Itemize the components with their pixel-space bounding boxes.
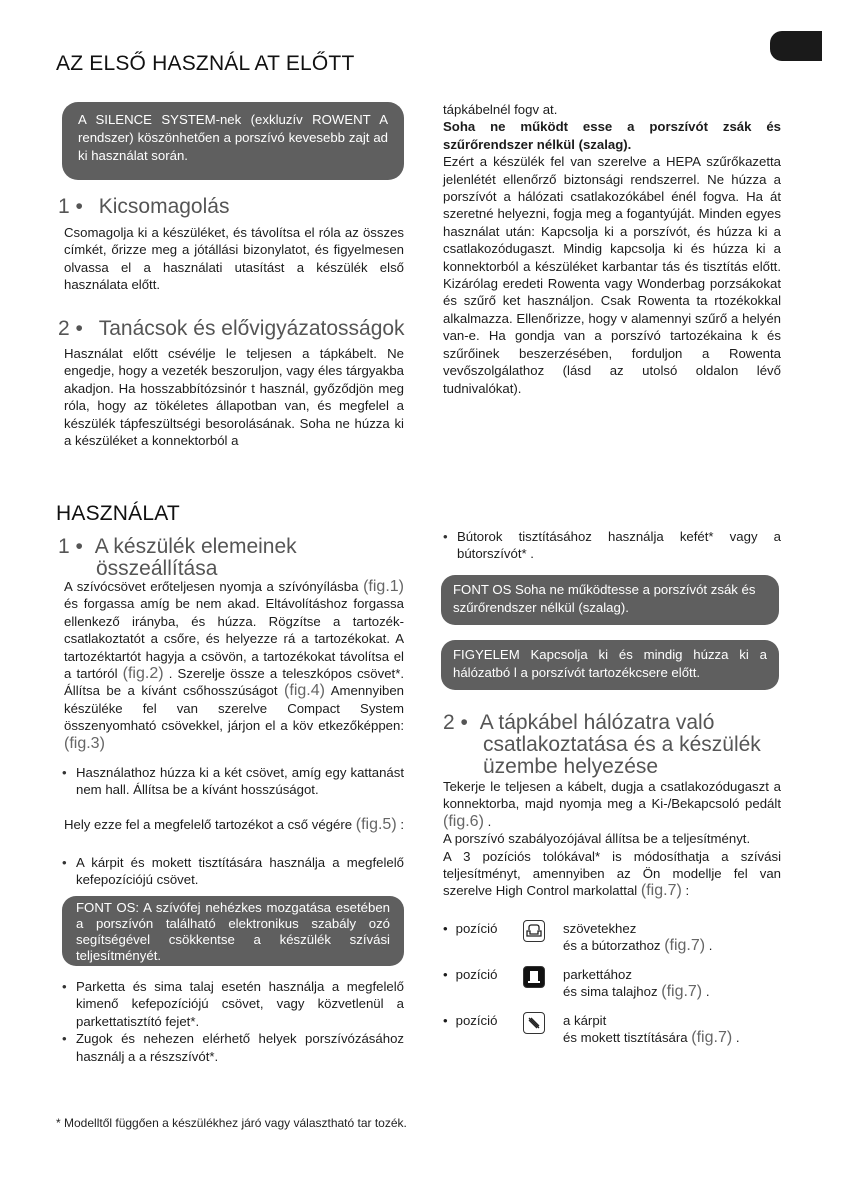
assembly-text-4: Amennyiben készüléke fel van szerelve Compact System összenyomható csövekkel, járjon el a köv etkezőképpen:	[64, 683, 405, 734]
position-line1: parkettához	[563, 967, 632, 982]
important-box-suction	[62, 896, 404, 966]
position-label: pozíció	[455, 967, 498, 982]
list-item: • Parketta és sima talaj esetén használja a megfelelő kimenő kefepozíciójú csövet, vagy közvetlenül a parkettatisztító fejet*.	[60, 978, 404, 1030]
section-title-line2: összeállítása	[96, 557, 218, 580]
fig-ref: (fig.6)	[443, 812, 484, 830]
silence-system-text: A SILENCE SYSTEM-nek (exkluzív ROWENT A rendszer) köszönhetően a porszívó kevesebb zajt ad ki használat során.	[78, 112, 388, 163]
assembly-bullets-3	[60, 978, 404, 1065]
footnote: * Modelltől függően a készülékhez járó vagy választható tar tozék.	[56, 1116, 407, 1130]
connect-paragraph	[443, 778, 781, 900]
section-number: 2 •	[443, 711, 468, 734]
position-line1: a kárpit	[563, 1013, 607, 1028]
page-title-first-use: AZ ELSŐ HASZNÁL AT ELŐTT	[56, 52, 355, 75]
position-line2: és a bútorzathoz	[563, 938, 661, 954]
section-title-line1: A tápkábel hálózatra való	[479, 711, 715, 734]
connect-text-2: A porszívó szabályozójával állítsa be a teljesítményt.	[443, 831, 751, 847]
list-item: • Bútorok tisztításához használja kefét* vagy a bútorszívót* .	[441, 528, 781, 563]
position-label: pozíció	[455, 1013, 498, 1028]
precautions-text: Használat előtt csévélje le teljesen a tápkábelt. Ne engedje, hogy a vezeték beszoruljon, vagy éles tárgyakba akadjon. Ha hosszabbítózsinór t használ, győződjön meg róla, hogy az tökéletes állapotban van, és megfelel a készülék tápfeszültségi besorolásának. Soha ne húzza ki a készüléket a konnektorból a	[64, 346, 404, 449]
fig-ref: (fig.1)	[363, 578, 404, 595]
section-number: 2 •	[58, 317, 83, 340]
accessory-colon: :	[400, 817, 404, 832]
fig-ref: (fig.5)	[355, 816, 397, 833]
important-text: FONT OS Soha ne működtesse a porszívót zsák és szűrőrendszer nélkül (szalag).	[453, 582, 756, 615]
important-text: FONT OS: A szívófej nehézkes mozgatása esetében a porszívón található elektronikus szabály ozó segítségével csökkentse a készülék szívási teljesítményét.	[76, 900, 390, 963]
attention-text: FIGYELEM Kapcsolja ki és mindig húzza ki a hálózatbó l a porszívót tartozékcsere előtt.	[453, 647, 767, 680]
fig-ref: (fig.7)	[664, 937, 706, 955]
position-line2: és mokett tisztítására	[563, 1030, 688, 1046]
armchair-icon	[523, 920, 545, 942]
connect-end: .	[487, 813, 492, 829]
list-item: • Zugok és nehezen elérhető helyek porszívózásához használj a a részszívót*.	[60, 1030, 404, 1065]
accessory-text: Hely ezze fel a megfelelő tartozékot a cső végére	[64, 817, 353, 832]
connect-text-1: Tekerje le teljesen a kábelt, dugja a csatlakozódugaszt a konnektorba, majd nyomja meg a Ki-/Bekapcsoló pedált	[443, 779, 781, 812]
page-tab-marker	[770, 31, 822, 61]
fig-ref: (fig.7)	[691, 1029, 733, 1047]
attention-box	[441, 640, 779, 690]
section-title: Kicsomagolás	[98, 195, 230, 218]
connect-text-3: A 3 pozíciós tolókával* is módosíthatja a szívási teljesítményt, amennyiben az Ön modellje fel van szerelve High Control markolattal	[443, 848, 781, 899]
section-connect-heading	[443, 712, 761, 778]
furniture-bullet	[441, 528, 781, 563]
list-item: • Használathoz húzza ki a két csövet, amíg egy kattanást nem hall. Állítsa be a kívánt hosszúságot.	[60, 764, 404, 799]
assembly-text-2: és forgassa amíg be nem akad. Eltávolításhoz forgassa ellenkező irányba, és húzza. Rögzítse a tartozék-csatlakoztatót a csőre, és helyezze rá a tartozékokat. A tartozéktartót hagyja a csövön, a tartozékokat távolítsa el a tartóról	[64, 596, 404, 682]
section-precautions-heading	[58, 318, 405, 340]
cord-line: tápkábelnél fogv at.	[443, 102, 558, 117]
position-line2: és sima talajhoz	[563, 984, 658, 1000]
position-row-3: • pozíció a kárpit és mokett tisztítására (fig.7) .	[443, 1013, 740, 1047]
assembly-text-1: A szívócsövet erőteljesen nyomja a szívónyílásba	[64, 579, 359, 594]
position-end: .	[708, 938, 713, 954]
connect-colon: :	[685, 883, 690, 899]
position-end: .	[735, 1030, 740, 1046]
warning-bold: Soha ne működt esse a porszívót zsák és szűrőrendszer nélkül (szalag).	[443, 119, 781, 152]
position-row-2: • pozíció parkettához és sima talajhoz (fig.7) .	[443, 967, 710, 1001]
precautions-rest: Ezért a készülék fel van szerelve a HEPA szűrőkazetta jelenlétét ellenőrző biztonsági rendszerrel. Ne húzza a porszívót a hálózati csatlakozókábel énél fogva. Ha át szeretné helyezni, fogja meg a fogantyúját. Minden egyes használat után: Kapcsolja ki a porszívót, és húzza ki a csatlakozódugaszt. Mindig kapcsolja ki és húzza ki a konnektorból a készüléket karbantar tás és tisztítás előtt. Kizárólag eredeti Rowenta vagy Wonderbag porzsákokat és szűrő ket használjon. Csak Rowenta ta rtozékokkal alkalmazza. Ellenőrizze, hogy v alamennyi szűrő a helyén van-e. Ha gondja van a porszívó tartozékaina k és szűrőinek beszerzésében, forduljon a Rowenta vevőszolgálathoz (lásd az utolsó oldalon lévő tudnivalókat).	[443, 154, 781, 396]
fig-ref: (fig.7)	[640, 882, 682, 900]
list-item: • A kárpit és mokett tisztítására használja a megfelelő kefepozíciójú csövet.	[60, 854, 404, 889]
section-title-line2: csatlakoztatása és a készülék	[483, 733, 761, 756]
section-title-line1: A készülék elemeinek	[94, 535, 297, 558]
assembly-bullets-2	[60, 854, 404, 889]
position-label: pozíció	[455, 921, 498, 936]
position-row-1: • pozíció szövetekhez és a bútorzathoz (fig.7) .	[443, 921, 713, 955]
accessory-paragraph	[64, 816, 404, 833]
fig-ref: (fig.4)	[284, 682, 325, 700]
section-assembly-heading	[58, 536, 297, 580]
silence-system-box	[62, 102, 404, 180]
assembly-paragraph	[64, 578, 404, 752]
important-box-bag	[441, 575, 779, 625]
position-end: .	[705, 984, 710, 1000]
fig-ref: (fig.7)	[661, 983, 703, 1001]
section-number: 1 •	[58, 535, 83, 558]
section-title-line3: üzembe helyezése	[483, 755, 659, 778]
fig-ref: (fig.3)	[64, 734, 105, 752]
position-list	[443, 920, 781, 1058]
fig-ref: (fig.2)	[122, 665, 164, 683]
parquet-icon	[523, 966, 545, 988]
carpet-icon	[523, 1012, 545, 1034]
section-title: Tanácsok és elővigyázatosságok	[98, 317, 405, 340]
page-title-usage: HASZNÁLAT	[56, 502, 180, 525]
position-line1: szövetekhez	[563, 921, 637, 936]
section-unpacking-heading	[58, 196, 229, 218]
unpacking-text: Csomagolja ki a készüléket, és távolítsa el róla az összes címkét, őrizze meg a jótállási bizonylatot, és figyelmesen olvassa el a használati utasítást a készülék első használata előtt.	[64, 225, 404, 293]
assembly-text-3: . Szerelje össze a teleszkópos csövet*. Állítsa be a kívánt csőhosszúságot	[64, 666, 404, 699]
precautions-continued	[443, 101, 781, 397]
assembly-bullets-1	[60, 764, 404, 799]
section-number: 1 •	[58, 195, 83, 218]
